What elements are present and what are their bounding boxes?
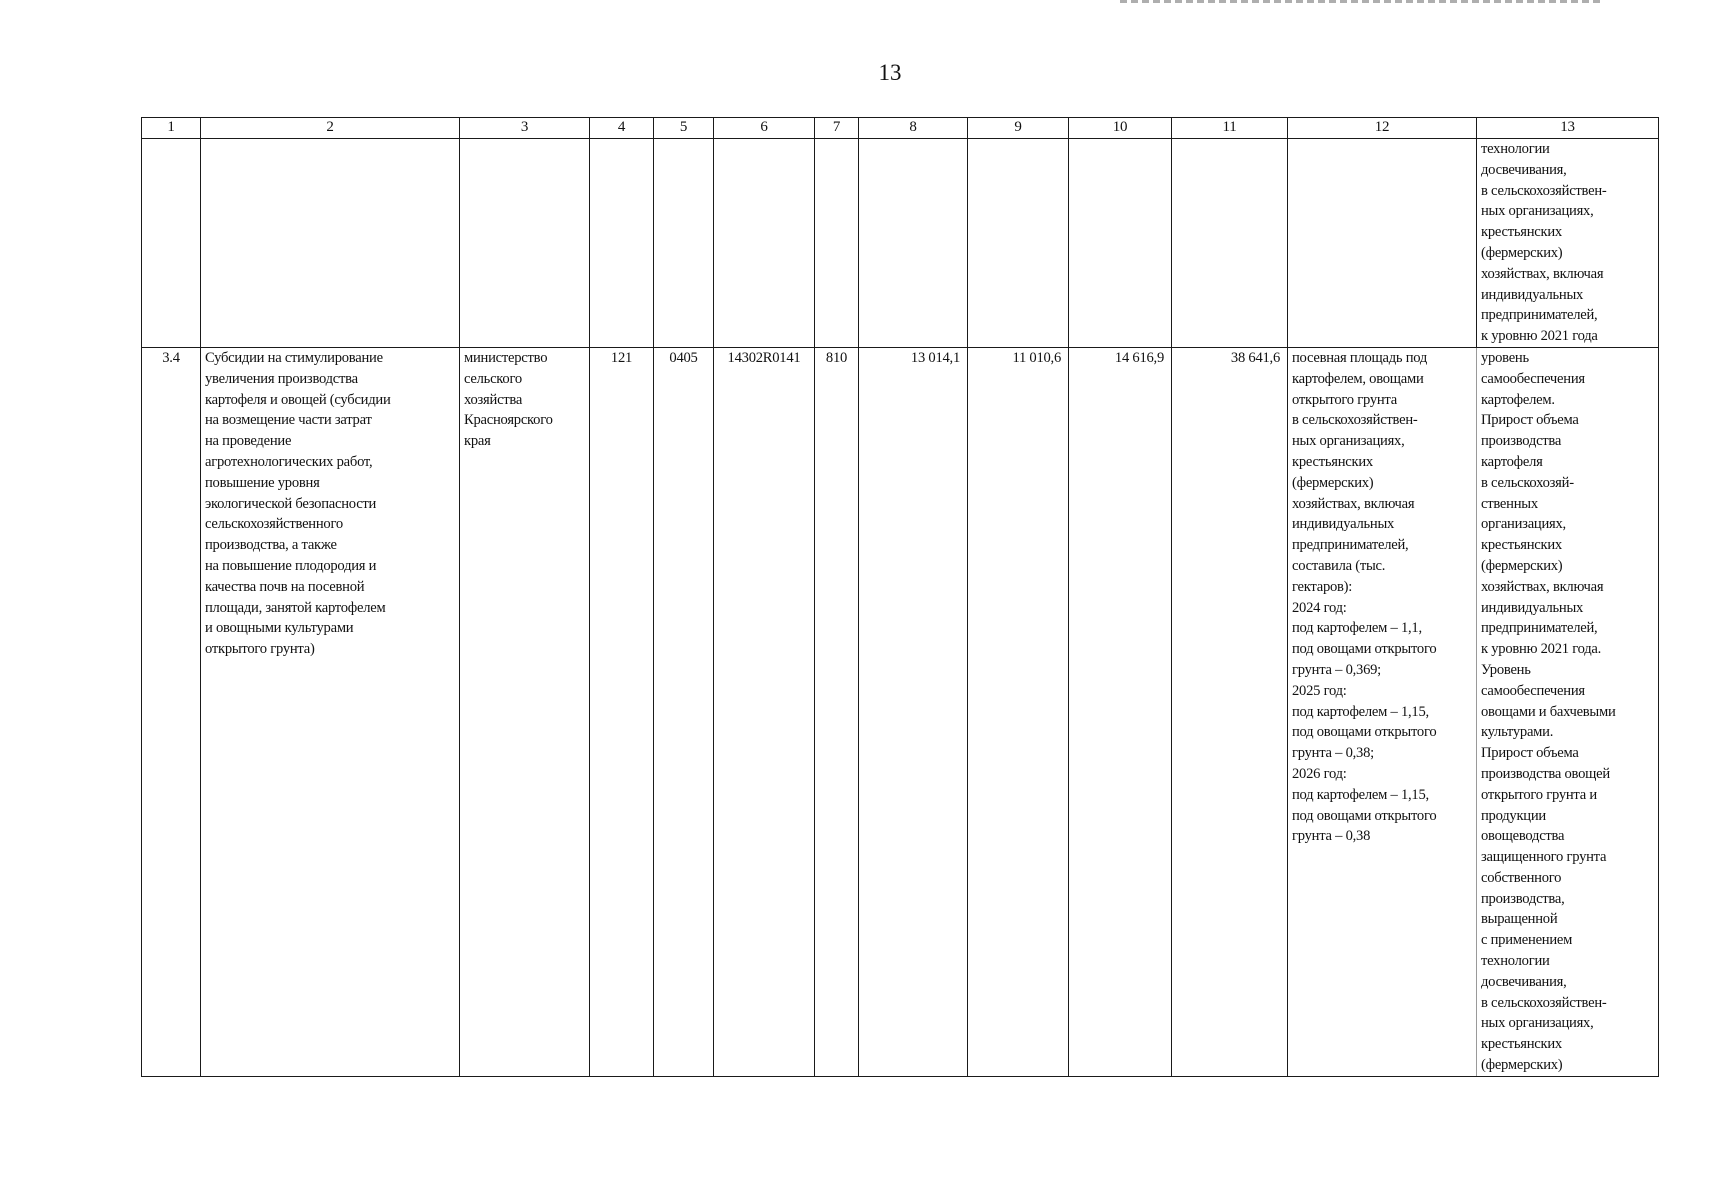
code-target-article: 14302R0141 [714,347,815,1076]
header-col-9: 9 [968,118,1069,139]
cell-empty [654,139,714,348]
header-col-12: 12 [1288,118,1477,139]
continuation-row [142,139,1659,348]
cell-empty [1288,139,1477,348]
responsible-body-text: министерство сельского хозяйства Красноярского края [464,349,553,450]
measure-name-text: Субсидии на стимулирование увеличения производства картофеля и овощей (субсидии на возмещение части затрат на проведение агротехнологических работ, повышение уровня экологической безопасности сельскохозяйственного производства, а также на повышение плодородия и качества почв на посевной площади, занятой картофелем и овощными культурами открытого грунта) [205,349,391,658]
code-section: 0405 [654,347,714,1076]
cell-empty [201,139,460,348]
header-row [142,118,1659,139]
cell-empty [1069,139,1172,348]
expected-result-cell [1288,347,1477,1076]
expected-result-text: посевная площадь под картофелем, овощами открытого грунта в сельскохозяйствен- ных организациях, крестьянских (фермерских) хозяйствах, включая индивидуальных предпринимателей, составила (тыс. гектаров): 2024 год: под картофелем – 1,1, под овощами открытого грунта – 0,369; 2025 год: под картофелем – 1,15, под овощами открытого грунта – 0,38; 2026 год: под картофелем – 1,15, под овощами открытого грунта – 0,38 [1292,349,1437,845]
continuation-result-indicator [1477,139,1659,348]
code-grbs: 121 [590,347,654,1076]
amount-col-10: 14 616,9 [1069,347,1172,1076]
header-col-7: 7 [815,118,859,139]
program-measures-table [141,117,1659,1077]
scan-artifact-line [1120,0,1600,3]
header-col-3: 3 [460,118,590,139]
cell-empty [714,139,815,348]
table-row-3-4 [142,347,1659,1076]
cell-empty [460,139,590,348]
amount-col-9: 11 010,6 [968,347,1069,1076]
cell-empty [815,139,859,348]
cell-empty [859,139,968,348]
code-expense-type: 810 [815,347,859,1076]
header-col-11: 11 [1172,118,1288,139]
cell-empty [1172,139,1288,348]
header-col-10: 10 [1069,118,1172,139]
responsible-body-cell [460,347,590,1076]
indicator-text: уровень самообеспечения картофелем. Прирост объема производства картофеля в сельскохозяй- ственных организациях, крестьянских (фермерских) хозяйствах, включая индивидуальных предпринимателей, к уровню 2021 года. Уровень самообеспечения овощами и бахчевыми культурами. Прирост объема производства овощей открытого грунта и продукции овощеводства защищенного грунта собственного производства, выращенной с применением технологии досвечивания, в сельскохозяйствен- ных организациях, крестьянских (фермерских) [1481,349,1616,1074]
indicator-cell [1477,347,1659,1076]
header-col-8: 8 [859,118,968,139]
amount-total: 38 641,6 [1172,347,1288,1076]
header-col-6: 6 [714,118,815,139]
cell-empty [590,139,654,348]
cell-empty [142,139,201,348]
measure-name-cell [201,347,460,1076]
row-number: 3.4 [142,347,201,1076]
header-col-1: 1 [142,118,201,139]
amount-col-8: 13 014,1 [859,347,968,1076]
cell-empty [968,139,1069,348]
header-col-5: 5 [654,118,714,139]
header-col-13: 13 [1477,118,1659,139]
continuation-result-text: технологии досвечивания, в сельскохозяйствен- ных организациях, крестьянских (фермерских) хозяйствах, включая индивидуальных предпринимателей, к уровню 2021 года [1481,141,1607,345]
header-col-4: 4 [590,118,654,139]
page-number: 13 [878,60,902,85]
header-col-2: 2 [201,118,460,139]
